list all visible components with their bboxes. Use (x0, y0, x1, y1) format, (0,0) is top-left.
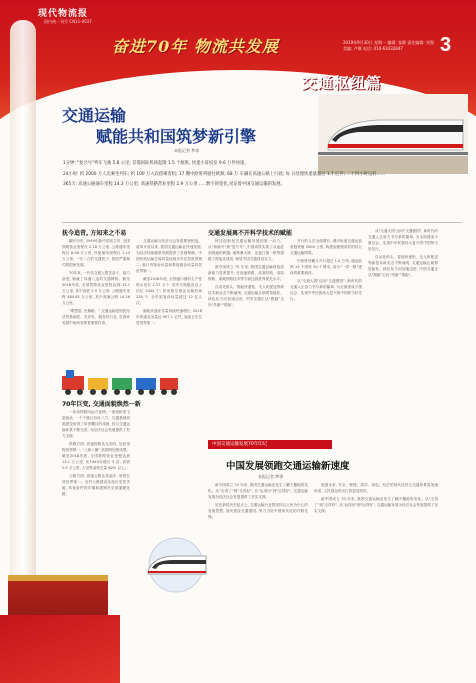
col1-paragraph: "要想富, 先修路。" 交通运输是国民经济的基础性、先导性、服务性行业, 在国家发展中始终发挥着重要作用。 (62, 309, 130, 325)
col1b-paragraph: 一条条铁路向远方延伸, 一座座桥梁飞架南北, 一个个港口吞吐八方。交通基础设施建设取得了举世瞩目的成就, 综合交通运输体系不断完善, 为经济社会发展提供了有力支撑。 (62, 410, 130, 438)
col2-paragraph: 交通运输与经济社会发展紧密相连。改革开放以来, 我国交通运输业快速发展, 为经济持续健康发展提供了坚强保障。中国民航运输总周转量连续多年位居世界第二, 港口货物吞吐量和集装箱吞吐量均居世界第一。 (136, 239, 202, 273)
col4-paragraph: 中欧班列累计开行超过 1.4 万列, 通达欧洲 15 个国家 50 个城市, 成为"一带一路"建设的重要载体。 (290, 259, 362, 275)
col4-paragraph: 从"交通大国"迈向"交通强国", 新时代的交通人正奋力书写新的篇章, 为全面建成小康社会、实现中华民族伟大复兴的中国梦当好先行。 (290, 279, 362, 301)
col1b-text (62, 409, 130, 537)
article2-paragraph: 新中国成立 70 年来, 我国交通运输业发生了翻天覆地的变化。从"走得了"到"走得好", 从"运得出"到"运得好", 交通运输发展为经济社会发展提供了坚实支撑。 (208, 483, 308, 499)
col3-paragraph: 科技创新是交通运输发展的第一动力。从"和谐号"到"复兴号", 中国高铁实现了从追赶到领跑的跨越; 港珠澳大桥、北盘江第一桥等超级工程接连建成, 彰显中国交通建设实力。 (208, 239, 284, 261)
article2-headline: 中国发展领跑交通运输新速度 (226, 461, 350, 472)
col5-text (368, 228, 438, 434)
col1-paragraph: 70年来, 一代代交通人艰苦奋斗、接力奋进, 铺就了四通八达的交通网络。截至2018年底, 全国铁路营业里程达到 13.1 万公里, 其中高铁 2.9 万公里; 公路通车里程 484.65 万公里, 其中高速公路 14.26 万公里。 (62, 271, 130, 305)
col3-subhead: 交通发展离不开科学技术的赋能 (208, 230, 293, 237)
lead-paragraphs (63, 160, 428, 189)
headline-line-2: 赋能共和国筑梦新引擎 (96, 127, 257, 146)
headline-line-1: 交通运输 (62, 106, 127, 125)
col5-paragraph: 从"交通大国"迈向"交通强国", 新时代的交通人正奋力书写新的篇章, 为全面建成小康社会、实现中华民族伟大复兴的中国梦当好先行。 (368, 229, 438, 251)
article2-byline: 本报记者 梦琼 (258, 474, 284, 479)
col5-paragraph: 自动化码头、智能快递柜、无人机配送等新技术新业态不断涌现, 交通运输正朝着智能化、绿色化方向加速迈进, 中国交通正从"跟跑"走向"并跑""领跑"。 (368, 255, 438, 277)
section-divider (62, 222, 462, 223)
article2-col1 (208, 482, 308, 652)
ornamental-pillar (10, 20, 36, 660)
col1b-paragraph: 公路方面, 高速公路从零起步, 里程位居世界第一。农村公路建设实现历史性突破, 具备条件的乡镇和建制村全部通硬化路。 (62, 474, 130, 496)
lead-paragraph: 365天: 高速公路通车里程 14.3 万公里; 高速铁路营业里程 2.9 万公里……数字的变化,见证着中国交通运输的发展。 (63, 182, 285, 187)
col4-text (290, 238, 362, 434)
article2-paragraph: 站在新的历史起点上, 交通运输行业将坚持以人民为中心的发展思想, 加快建设交通强国, 努力当好中国现代化的开路先锋。 (208, 503, 308, 519)
train-circle-illustration (136, 536, 216, 594)
lead-paragraph: 1分钟: "复兴号"列车飞驰 5.8 公里; 首都国际机场起降 1.5 个航班; 快递小哥投发 9.6 万件快递。 (63, 161, 249, 166)
col2-paragraph: 邮政快递业务量持续快速增长, 2018 年快递业务量达 507.1 亿件, 连续五年位居世界第一。 (136, 309, 202, 325)
paper-name: 现代物流报 (38, 9, 89, 19)
paper-issue-number: 国内统一刊号 CN11-0037 (44, 19, 92, 24)
col3-text (208, 238, 284, 434)
article1-byline: 本报记者 梦琼 (174, 148, 200, 153)
col1b-paragraph: 铁路方面, 高速铁路从无到有, 运营里程世界第一, "八纵八横" 高铁网加密成型。截至2018年底, 全国铁路营业里程达到 13.1 万公里, 比1949年增长 5 倍, 高铁 2.9 万公里, 占世界高铁总量 60% 以上。 (62, 442, 130, 470)
col1-subhead: 抚今追昔, 方知来之不易 (62, 230, 127, 237)
article2-paragraph: 展望未来, 安全、便捷、高效、绿色、经济的现代化综合交通体系将加速形成, 人民群众的出行将更加美好。 (314, 483, 438, 493)
page-number: 3 (440, 34, 452, 56)
article2-paragraph: 新中国成立 70 年来, 我国交通运输业发生了翻天覆地的变化。从"走得了"到"走得好", 从"运得出"到"运得好", 交通运输发展为经济社会发展提供了坚实支撑。 (314, 497, 438, 513)
col4-paragraph: 开行的人次全面增长, 城市轨道交通运营里程突破 5000 公里, 构建起便捷高效的综合交通运输网络。 (290, 239, 362, 255)
red-flag-band (0, 615, 120, 683)
col1b-subhead: 70年巨变, 交通面貌焕然一新 (62, 401, 141, 408)
article2-banner: 中国交通运输发展70年印记 (208, 440, 332, 449)
date-line: 2019年9月30日 星期一 编辑: 张静 责任编辑: 刘强 美编: 卢娜 电话: 010-63432847 (343, 40, 434, 51)
article2-col2 (314, 482, 438, 652)
section-title: 交通枢纽篇 (302, 74, 383, 92)
col1-text (62, 238, 130, 364)
col1-paragraph: 翻开历史, 1949年新中国成立时, 全国铁路营业里程仅 2.18 万公里, 公路通车里程仅 8.08 万公里, 民航航线里程仅 1.14 万公里, 一穷二白的交通底子, 曾经严重制约着国家发展。 (62, 239, 130, 267)
anniversary-slogan: 奋进70年 物流共发展 (112, 37, 279, 56)
lead-paragraph: 24小时: 约 2000 万人次乘坐列车; 约 100 万人次搭乘客机; 17 艘中欧班列驶往欧洲; 68 万 车辆在高速公路上行驶; 每 日处理快递量超过 1.7 亿件; 二十四小时运转…… (63, 171, 386, 177)
col3-paragraph: 自动化码头、智能快递柜、无人机配送等新技术新业态不断涌现, 交通运输正朝着智能化、绿色化方向加速迈进, 中国交通正从"跟跑"走向"并跑""领跑"。 (208, 285, 284, 307)
col2-text (136, 238, 202, 538)
col3-paragraph: 新中国成立 70 年来, 我国交通运输科技创新能力显著提升, 在高速铁路、高寒铁路、高原铁路、重载铁路技术等方面达到世界领先水平。 (208, 265, 284, 281)
col2-paragraph: 截至2018年底, 全国港口拥有生产性码头泊位 2.37 万个, 其中万吨级及以上泊位 2444 个; 民用航空颁证运输机场 235 个, 全年旅客吞吐量超过 12 亿人次。 (136, 277, 202, 305)
